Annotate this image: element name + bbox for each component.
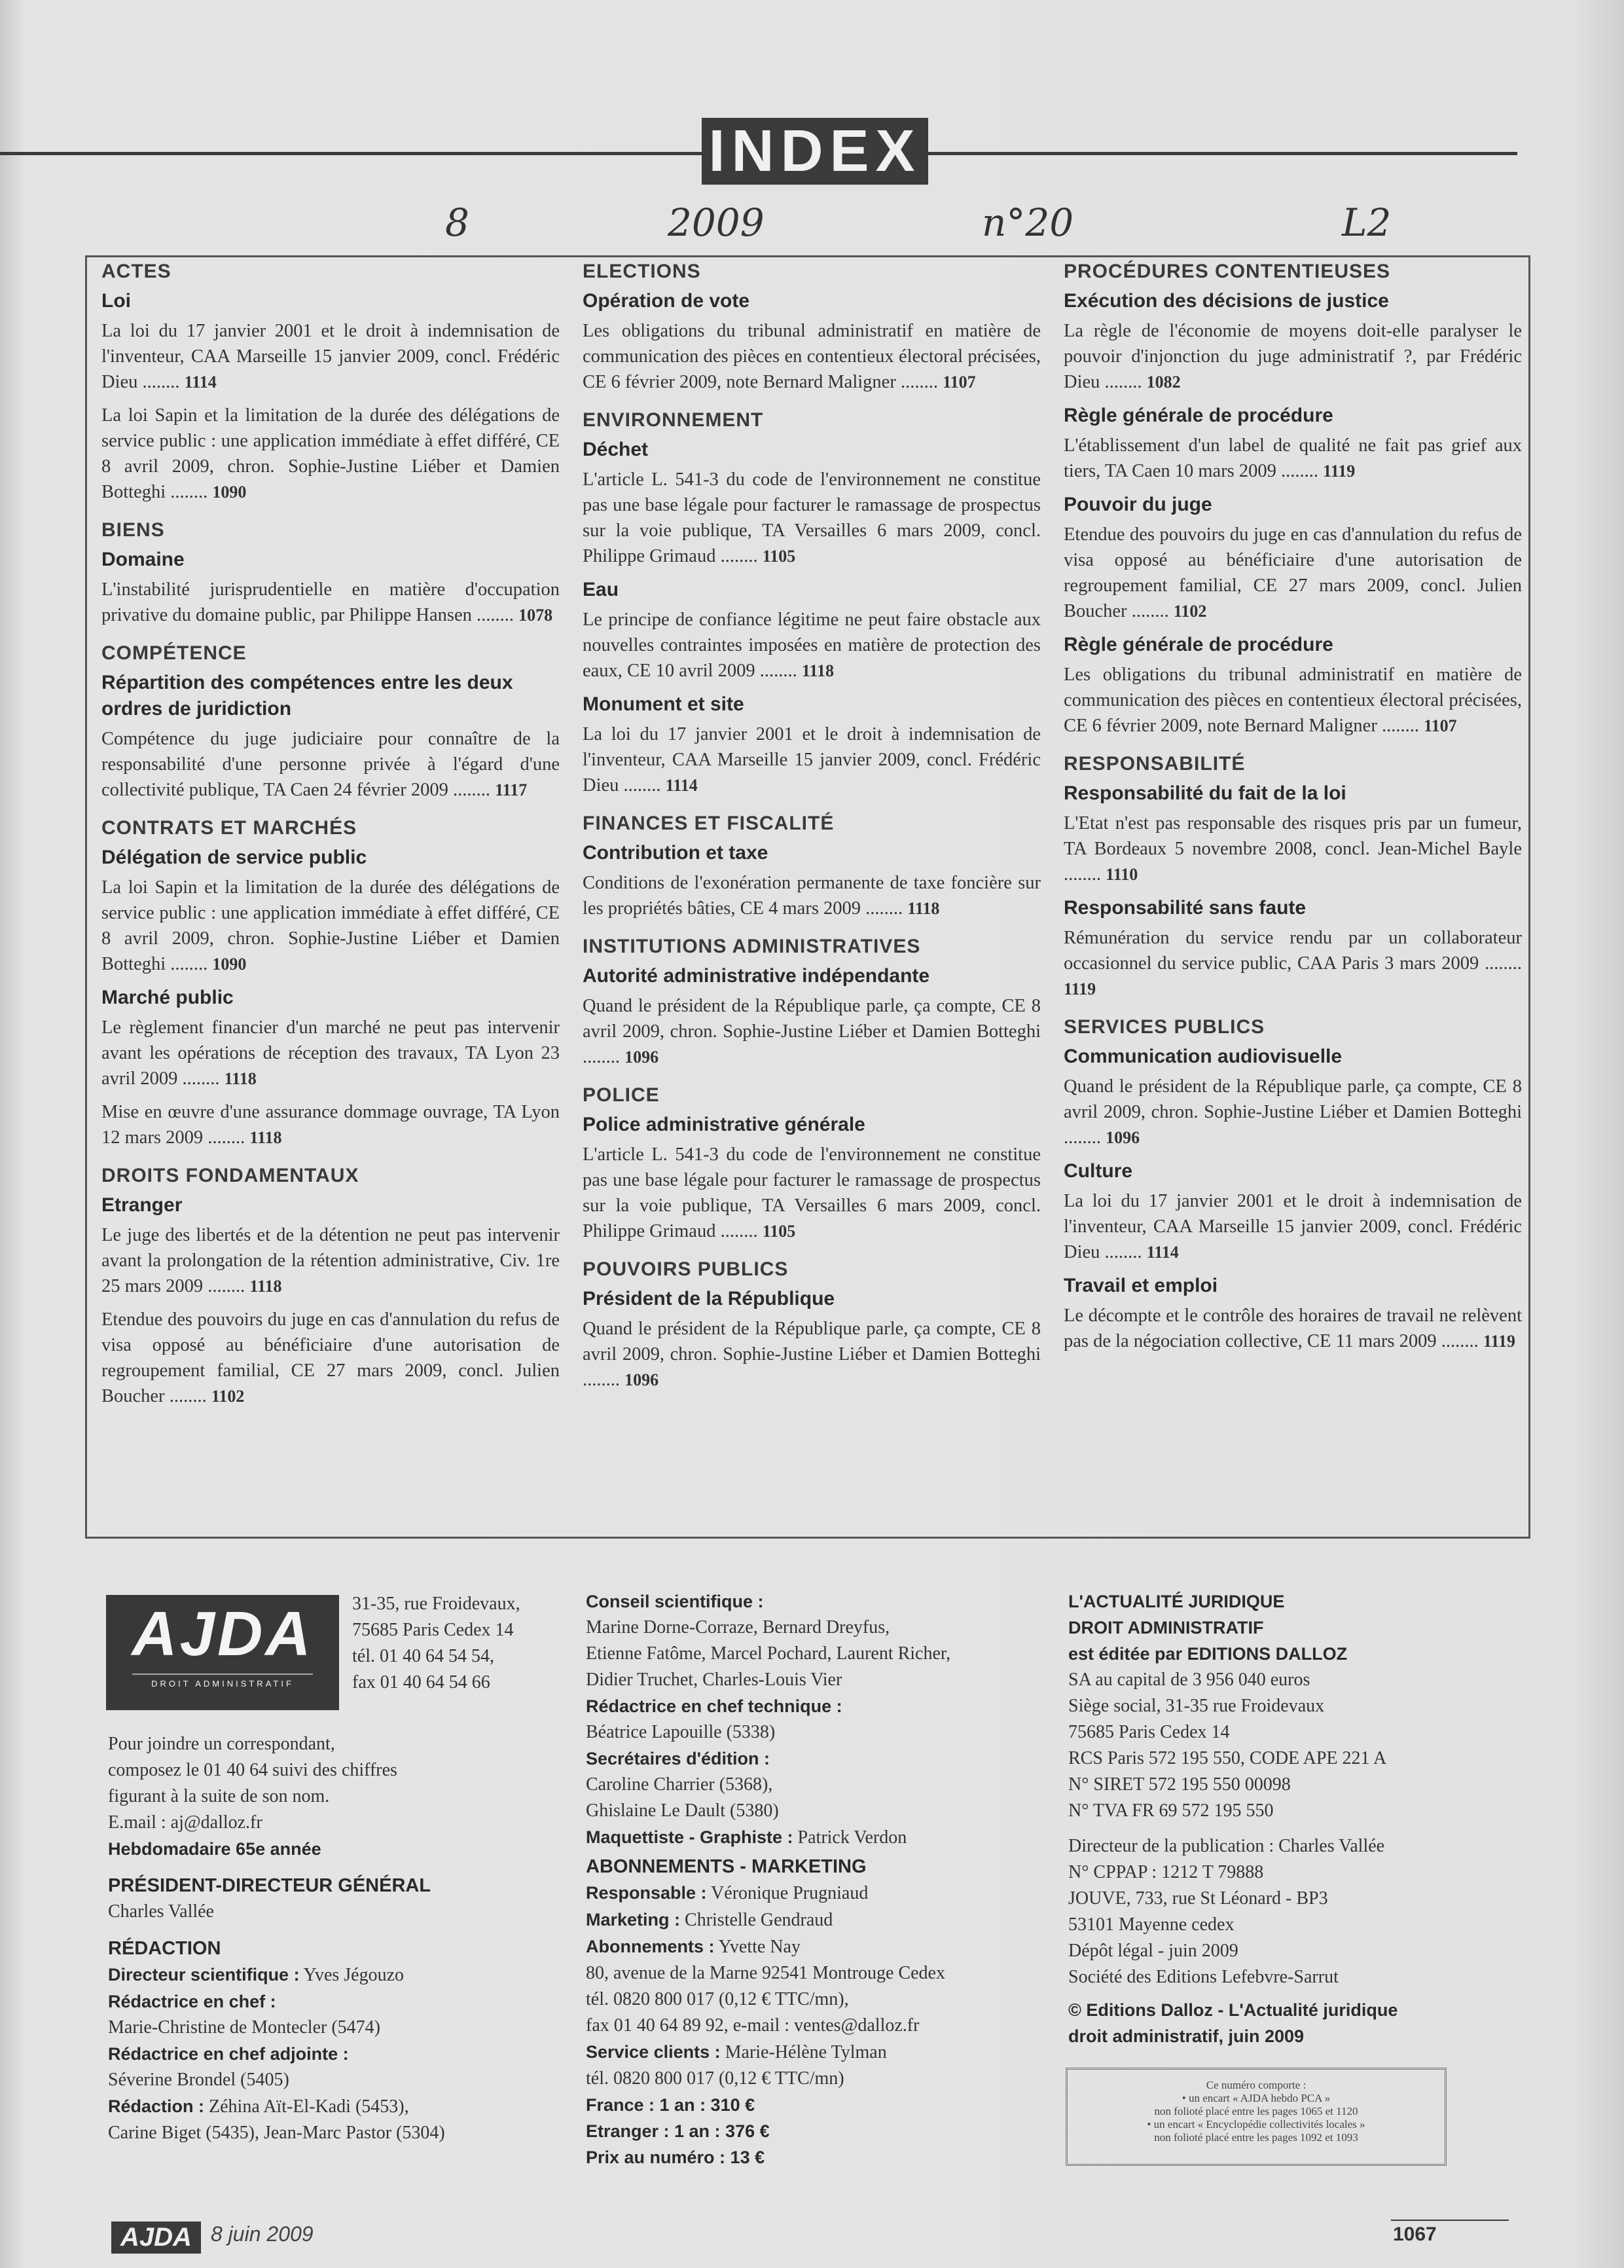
index-entry: La règle de l'économie de moyens doit-elle paralyser le pouvoir d'injonction du juge administratif ?, par Frédéric Dieu ........ 1082: [1064, 321, 1522, 392]
conseil-label: Conseil scientifique :: [586, 1592, 764, 1611]
director-line: Directeur de la publication : Charles Vallée: [1068, 1836, 1385, 1856]
index-title: INDEX: [702, 118, 928, 185]
masthead-address: [352, 1591, 562, 1696]
correspondent-line: Pour joindre un correspondant,: [108, 1734, 335, 1754]
index-entry: Etendue des pouvoirs du juge en cas d'annulation du refus de visa opposé au bénéficiaire d'une autorisation de regroupement familial, CE 27 mars 2009, concl. Julien Boucher ........ 1102: [101, 1309, 560, 1406]
price-france: France : 1 an : 310 €: [586, 2095, 755, 2115]
ajda-logo: [106, 1595, 339, 1710]
conseil-name: Didier Truchet, Charles-Louis Vier: [586, 1670, 842, 1690]
index-entry: Les obligations du tribunal administratif en matière de communication des pièces en contentieux électoral précisées, CE 6 février 2009, note Bernard Maligner ........ 1107: [1064, 665, 1522, 736]
resp-label: Responsable :: [586, 1883, 707, 1903]
correspondent-line: figurant à la suite de son nom.: [108, 1786, 330, 1806]
director-line: JOUVE, 733, rue St Léonard - BP3: [1068, 1888, 1328, 1909]
copyright-line: © Editions Dalloz - L'Actualité juridique: [1068, 2000, 1398, 2020]
entry-page-number: 1105: [762, 547, 796, 566]
conseil-name: Etienne Fatôme, Marcel Pochard, Laurent Richer,: [586, 1643, 951, 1664]
index-entry: Le règlement financier d'un marché ne peut pas intervenir avant les opérations de réception des travaux, TA Lyon 23 avril 2009 ........ 1118: [101, 1017, 560, 1089]
index-section-heading: POUVOIRS PUBLICS: [583, 1258, 789, 1280]
index-section-heading: POLICE: [583, 1084, 660, 1106]
entry-page-number: 1117: [495, 780, 528, 799]
index-subheading: Règle générale de procédure: [1064, 405, 1333, 426]
company-line: SA au capital de 3 956 040 euros: [1068, 1670, 1310, 1690]
index-subheading: Pouvoir du juge: [1064, 494, 1212, 515]
entry-text: Quand le président de la République parle, ça compte, CE 8 avril 2009, chron. Sophie-Justine Liéber et Damien Botteghi: [583, 1319, 1041, 1364]
company-line: RCS Paris 572 195 550, CODE APE 221 A: [1068, 1748, 1387, 1768]
entry-page-number: 1118: [801, 661, 834, 680]
abos-name: Yvette Nay: [718, 1937, 801, 1957]
redaction-label: RÉDACTION: [108, 1938, 221, 1959]
entry-text: L'article L. 541-3 du code de l'environnement ne constitue pas une base légale pour facturer le ramassage de prospectus sur la voie publique, TA Versailles 6 mars 2009, concl. Philippe Grimaud: [583, 469, 1041, 566]
index-entry: Rémunération du service rendu par un collaborateur occasionnel du service public, CAA Paris 3 mars 2009 ........ 1119: [1064, 928, 1523, 998]
index-entry: L'article L. 541-3 du code de l'environnement ne constitue pas une base légale pour facturer le ramassage de prospectus sur la voie publique, TA Versailles 6 mars 2009, concl. Philippe Grimaud ........ 1105: [583, 469, 1041, 566]
entry-page-number: 1078: [518, 606, 553, 625]
index-subheading: Loi: [101, 290, 131, 312]
entry-text: Le règlement financier d'un marché ne peut pas intervenir avant les opérations de réception des travaux, TA Lyon 23 avril 2009: [101, 1017, 560, 1089]
director-line: Société des Editions Lefebvre-Sarrut: [1068, 1967, 1339, 1987]
entry-page-number: 1118: [249, 1277, 282, 1296]
pdg-name: Charles Vallée: [108, 1901, 214, 1922]
director-line: Dépôt légal - juin 2009: [1068, 1941, 1238, 1961]
index-section-heading: PROCÉDURES CONTENTIEUSES: [1064, 261, 1391, 282]
red-tech-label: Rédactrice en chef technique :: [586, 1696, 842, 1716]
price-numero: Prix au numéro : 13 €: [586, 2148, 765, 2167]
weekly-label: Hebdomadaire 65e année: [108, 1839, 321, 1859]
header-rule: [0, 152, 702, 155]
maquettiste-label: Maquettiste - Graphiste :: [586, 1827, 793, 1847]
resp-name: Véronique Prugniaud: [711, 1883, 869, 1903]
index-section-heading: ELECTIONS: [583, 261, 701, 282]
mkt-label: Marketing :: [586, 1910, 681, 1930]
entry-page-number: 1105: [762, 1222, 796, 1241]
entry-text: Conditions de l'exonération permanente de taxe foncière sur les propriétés bâties, CE 4 mars 2009: [583, 873, 1041, 919]
index-column-1: [101, 261, 560, 1417]
entry-page-number: 1119: [1323, 462, 1356, 481]
entry-page-number: 1114: [665, 776, 698, 795]
entry-page-number: 1102: [211, 1387, 245, 1406]
mkt-name: Christelle Gendraud: [685, 1910, 833, 1930]
index-section-heading: INSTITUTIONS ADMINISTRATIVES: [583, 936, 921, 957]
copyright-line: droit administratif, juin 2009: [1068, 2026, 1305, 2046]
index-subheading: Contribution et taxe: [583, 842, 768, 864]
entry-text: La loi du 17 janvier 2001 et le droit à indemnisation de l'inventeur, CAA Marseille 15 janvier 2009, concl. Frédéric Dieu: [1064, 1191, 1522, 1262]
handwritten-note-2: 2009: [668, 200, 765, 245]
entry-text: La loi Sapin et la limitation de la durée des délégations de service public : une application immédiate à effet différé, CE 8 avril 2009, chron. Sophie-Justine Liéber et Damien Botteghi: [101, 877, 560, 974]
address-line: 31-35, rue Froidevaux,: [352, 1594, 520, 1614]
note-line: non folioté placé entre les pages 1065 et 1120: [1154, 2105, 1358, 2117]
index-entry: Les obligations du tribunal administratif en matière de communication des pièces en contentieux électoral précisées, CE 6 février 2009, note Bernard Maligner ........ 1107: [583, 321, 1041, 392]
company-line: N° TVA FR 69 572 195 550: [1068, 1801, 1274, 1821]
entry-page-number: 1114: [184, 373, 217, 392]
director-line: N° CPPAP : 1212 T 79888: [1068, 1862, 1264, 1882]
index-subheading: Domaine: [101, 549, 185, 570]
index-entry: La loi du 17 janvier 2001 et le droit à indemnisation de l'inventeur, CAA Marseille 15 janvier 2009, concl. Frédéric Dieu ........ 1114: [1064, 1191, 1522, 1262]
service-label: Service clients :: [586, 2042, 721, 2062]
index-subheading: Président de la République: [583, 1288, 835, 1309]
index-entry: La loi Sapin et la limitation de la durée des délégations de service public : une application immédiate à effet différé, CE 8 avril 2009, chron. Sophie-Justine Liéber et Damien Botteghi ........ 1090: [101, 877, 560, 974]
entry-page-number: 1102: [1173, 602, 1207, 621]
red-adj-label: Rédactrice en chef adjointe :: [108, 2044, 349, 2064]
index-entry: Conditions de l'exonération permanente de taxe foncière sur les propriétés bâties, CE 4 mars 2009 ........ 1118: [583, 873, 1041, 919]
entry-page-number: 1107: [943, 373, 976, 392]
entry-text: Le juge des libertés et de la détention ne peut pas intervenir avant la prolongation de la rétention administrative, Civ. 1re 25 mars 2009: [101, 1225, 560, 1296]
conseil-name: Marine Dorne-Corraze, Bernard Dreyfus,: [586, 1617, 890, 1637]
red-chef-name: Marie-Christine de Montecler (5474): [108, 2017, 380, 2038]
entry-page-number: 1096: [624, 1048, 659, 1067]
index-entry: Compétence du juge judiciaire pour connaître de la responsabilité d'une personne privée à l'égard d'une collectivité publique, TA Caen 24 février 2009 ........ 1117: [101, 729, 560, 800]
price-etranger: Etranger : 1 an : 376 €: [586, 2121, 770, 2141]
entry-text: L'établissement d'un label de qualité ne fait pas grief aux tiers, TA Caen 10 mars 2009: [1064, 435, 1522, 481]
entry-page-number: 1119: [1064, 979, 1096, 998]
index-entry: L'article L. 541-3 du code de l'environnement ne constitue pas une base légale pour facturer le ramassage de prospectus sur la voie publique, TA Versailles 6 mars 2009, concl. Philippe Grimaud ........ 1105: [583, 1144, 1041, 1241]
entry-text: La loi du 17 janvier 2001 et le droit à indemnisation de l'inventeur, CAA Marseille 15 janvier 2009, concl. Frédéric Dieu: [583, 724, 1041, 796]
index-entry: La loi du 17 janvier 2001 et le droit à indemnisation de l'inventeur, CAA Marseille 15 janvier 2009, concl. Frédéric Dieu ........ 1114: [583, 724, 1041, 796]
entry-text: Le décompte et le contrôle des horaires de travail ne relèvent pas de la négociation collective, CE 11 mars 2009: [1064, 1306, 1522, 1351]
redaction2-names2: Carine Biget (5435), Jean-Marc Pastor (5304): [108, 2123, 445, 2143]
index-subheading: Culture: [1064, 1160, 1132, 1182]
entry-text: La loi du 17 janvier 2001 et le droit à indemnisation de l'inventeur, CAA Marseille 15 janvier 2009, concl. Frédéric Dieu: [101, 321, 560, 392]
entry-text: Les obligations du tribunal administratif en matière de communication des pièces en contentieux électoral précisées, CE 6 février 2009, note Bernard Maligner: [583, 321, 1041, 392]
index-column-2: [583, 261, 1041, 1400]
index-subheading: Marché public: [101, 987, 234, 1008]
entry-text: Mise en œuvre d'une assurance dommage ouvrage, TA Lyon 12 mars 2009: [101, 1102, 560, 1148]
index-entry: Quand le président de la République parle, ça compte, CE 8 avril 2009, chron. Sophie-Justine Liéber et Damien Botteghi ........ 1096: [583, 996, 1041, 1067]
header-rule-right: [928, 152, 1517, 155]
entry-text: Compétence du juge judiciaire pour connaître de la responsabilité d'une personne privée à l'égard d'une collectivité publique, TA Caen 24 février 2009: [101, 729, 560, 800]
index-entry: Quand le président de la République parle, ça compte, CE 8 avril 2009, chron. Sophie-Justine Liéber et Damien Botteghi ........ 1096: [1064, 1076, 1522, 1148]
entry-page-number: 1110: [1106, 865, 1138, 884]
entry-page-number: 1090: [212, 955, 247, 974]
entry-text: Quand le président de la République parle, ça compte, CE 8 avril 2009, chron. Sophie-Justine Liéber et Damien Botteghi: [583, 996, 1041, 1042]
entry-page-number: 1119: [1483, 1332, 1515, 1351]
entry-page-number: 1107: [1424, 716, 1457, 735]
index-subheading: Monument et site: [583, 693, 744, 715]
company-line: N° SIRET 572 195 550 00098: [1068, 1774, 1291, 1795]
index-subheading: Responsabilité sans faute: [1064, 897, 1307, 919]
secr-label: Secrétaires d'édition :: [586, 1749, 770, 1768]
index-section-heading: BIENS: [101, 519, 165, 541]
index-subheading: Déchet: [583, 439, 649, 460]
entry-text: L'Etat n'est pas responsable des risques pris par un fumeur, TA Bordeaux 5 novembre 2008, concl. Jean-Michel Bayle: [1064, 813, 1522, 859]
masthead-left: [108, 1731, 566, 2146]
entry-page-number: 1118: [907, 899, 940, 918]
entry-text: Quand le président de la République parle, ça compte, CE 8 avril 2009, chron. Sophie-Justine Liéber et Damien Botteghi: [1064, 1076, 1522, 1122]
index-column-3: [1064, 261, 1522, 1362]
index-subheading: Police administrative générale: [583, 1114, 865, 1135]
index-subheading: Etranger: [101, 1194, 183, 1216]
footer-logo: AJDA: [111, 2222, 201, 2254]
entry-text: Etendue des pouvoirs du juge en cas d'annulation du refus de visa opposé au bénéficiaire d'une autorisation de regroupement familial, CE 27 mars 2009, concl. Julien Boucher: [101, 1309, 560, 1406]
index-section-heading: FINANCES ET FISCALITÉ: [583, 813, 835, 834]
maquettiste-name: Patrick Verdon: [797, 1827, 907, 1848]
index-subheading: Communication audiovisuelle: [1064, 1046, 1343, 1067]
director-line: 53101 Mayenne cedex: [1068, 1914, 1235, 1935]
index-entry: Quand le président de la République parle, ça compte, CE 8 avril 2009, chron. Sophie-Justine Liéber et Damien Botteghi ........ 1096: [583, 1319, 1041, 1390]
index-section-heading: COMPÉTENCE: [101, 642, 247, 664]
entry-page-number: 1096: [1106, 1128, 1140, 1147]
footer-date: 8 juin 2009: [211, 2222, 314, 2246]
entry-text: Rémunération du service rendu par un collaborateur occasionnel du service public, CAA Paris 3 mars 2009: [1064, 928, 1522, 974]
entry-page-number: 1096: [624, 1370, 659, 1389]
service-tel: tél. 0820 800 017 (0,12 € TTC/mn): [586, 2068, 844, 2089]
index-entry: L'établissement d'un label de qualité ne fait pas grief aux tiers, TA Caen 10 mars 2009 ........ 1119: [1064, 435, 1522, 481]
abos-line: tél. 0820 800 017 (0,12 € TTC/mn),: [586, 1989, 849, 2009]
index-section-heading: ACTES: [101, 261, 171, 282]
index-subheading: Répartition des compétences entre les deux ordres de juridiction: [101, 672, 513, 720]
secr-name: Ghislaine Le Dault (5380): [586, 1801, 779, 1821]
index-section-heading: CONTRATS ET MARCHÉS: [101, 817, 357, 839]
red-chef-label: Rédactrice en chef :: [108, 1992, 276, 2011]
handwritten-note-1: 8: [445, 200, 469, 245]
entry-page-number: 1118: [249, 1128, 282, 1147]
index-subheading: Eau: [583, 579, 619, 600]
logo-text: AJDA: [132, 1599, 314, 1669]
index-entry: Mise en œuvre d'une assurance dommage ouvrage, TA Lyon 12 mars 2009 ........ 1118: [101, 1102, 560, 1148]
abo-label: ABONNEMENTS - MARKETING: [586, 1856, 867, 1877]
company-line: Siège social, 31-35 rue Froidevaux: [1068, 1696, 1325, 1716]
pub-line: est éditée par EDITIONS DALLOZ: [1068, 1644, 1348, 1664]
entry-page-number: 1082: [1146, 373, 1181, 392]
masthead-right: [1068, 1588, 1500, 2049]
index-section-heading: RESPONSABILITÉ: [1064, 753, 1246, 775]
dir-sci-label: Directeur scientifique :: [108, 1965, 300, 1985]
entry-text: Le principe de confiance légitime ne peut faire obstacle aux nouvelles contraintes imposées en matière de protection des eaux, CE 10 avril 2009: [583, 610, 1041, 681]
index-entry: L'Etat n'est pas responsable des risques pris par un fumeur, TA Bordeaux 5 novembre 2008, concl. Jean-Michel Bayle ........ 1110: [1064, 813, 1522, 885]
correspondent-line: composez le 01 40 64 suivi des chiffres: [108, 1760, 397, 1780]
index-entry: Etendue des pouvoirs du juge en cas d'annulation du refus de visa opposé au bénéficiaire d'une autorisation de regroupement familial, CE 27 mars 2009, concl. Julien Boucher ........ 1102: [1064, 524, 1522, 621]
handwritten-note-3: n°20: [982, 200, 1074, 245]
entry-page-number: 1118: [224, 1069, 257, 1088]
index-section-heading: ENVIRONNEMENT: [583, 409, 764, 431]
index-subheading: Exécution des décisions de justice: [1064, 290, 1389, 312]
index-entry: Le décompte et le contrôle des horaires de travail ne relèvent pas de la négociation collective, CE 11 mars 2009 ........ 1119: [1064, 1306, 1522, 1351]
index-entry: La loi Sapin et la limitation de la durée des délégations de service public : une application immédiate à effet différé, CE 8 avril 2009, chron. Sophie-Justine Liéber et Damien Botteghi ........ 1090: [101, 405, 560, 502]
entry-text: Etendue des pouvoirs du juge en cas d'annulation du refus de visa opposé au bénéficiaire d'une autorisation de regroupement familial, CE 27 mars 2009, concl. Julien Boucher: [1064, 524, 1522, 621]
page-number: 1067: [1393, 2223, 1437, 2245]
note-line: non folioté placé entre les pages 1092 et 1093: [1154, 2131, 1358, 2144]
abos-label: Abonnements :: [586, 1937, 715, 1956]
handwritten-note-4: L2: [1342, 200, 1392, 245]
index-section-heading: DROITS FONDAMENTAUX: [101, 1165, 359, 1186]
footer-rule: [1391, 2220, 1509, 2221]
email: E.mail : aj@dalloz.fr: [108, 1812, 262, 1833]
abos-line: 80, avenue de la Marne 92541 Montrouge Cedex: [586, 1963, 945, 1983]
masthead-middle: [586, 1588, 1057, 2170]
index-subheading: Travail et emploi: [1064, 1275, 1218, 1296]
address-line: tél. 01 40 64 54 54,: [352, 1646, 494, 1666]
index-subheading: Délégation de service public: [101, 847, 367, 868]
entry-text: La loi Sapin et la limitation de la durée des délégations de service public : une application immédiate à effet différé, CE 8 avril 2009, chron. Sophie-Justine Liéber et Damien Botteghi: [101, 405, 560, 502]
note-line: • un encart « Encyclopédie collectivités locales »: [1147, 2118, 1365, 2131]
index-entry: Le juge des libertés et de la détention ne peut pas intervenir avant la prolongation de la rétention administrative, Civ. 1re 25 mars 2009 ........ 1118: [101, 1225, 560, 1296]
entry-text: Les obligations du tribunal administratif en matière de communication des pièces en contentieux électoral précisées, CE 6 février 2009, note Bernard Maligner: [1064, 665, 1522, 736]
secr-name: Caroline Charrier (5368),: [586, 1774, 773, 1795]
red-tech-name: Béatrice Lapouille (5338): [586, 1722, 776, 1742]
index-subheading: Autorité administrative indépendante: [583, 965, 930, 987]
entry-text: L'article L. 541-3 du code de l'environnement ne constitue pas une base légale pour facturer le ramassage de prospectus sur la voie publique, TA Versailles 6 mars 2009, concl. Philippe Grimaud: [583, 1144, 1041, 1241]
entry-page-number: 1114: [1146, 1243, 1179, 1262]
entry-page-number: 1090: [212, 483, 247, 502]
pub-line: L'ACTUALITÉ JURIDIQUE: [1068, 1592, 1285, 1611]
index-entry: Le principe de confiance légitime ne peut faire obstacle aux nouvelles contraintes imposées en matière de protection des eaux, CE 10 avril 2009 ........ 1118: [583, 610, 1041, 681]
index-subheading: Règle générale de procédure: [1064, 634, 1333, 655]
note-line: • un encart « AJDA hebdo PCA »: [1182, 2092, 1331, 2104]
service-name: Marie-Hélène Tylman: [725, 2042, 887, 2062]
index-section-heading: SERVICES PUBLICS: [1064, 1016, 1265, 1038]
red-adj-name: Séverine Brondel (5405): [108, 2070, 289, 2090]
entry-text: L'instabilité jurisprudentielle en matière d'occupation privative du domaine public, par Philippe Hansen: [101, 579, 560, 625]
redaction2-names: Zéhina Aït-El-Kadi (5453),: [209, 2096, 409, 2117]
abos-line: fax 01 40 64 89 92, e-mail : ventes@dalloz.fr: [586, 2015, 920, 2036]
pdg-label: PRÉSIDENT-DIRECTEUR GÉNÉRAL: [108, 1875, 431, 1896]
company-line: 75685 Paris Cedex 14: [1068, 1722, 1230, 1742]
index-entry: La loi du 17 janvier 2001 et le droit à indemnisation de l'inventeur, CAA Marseille 15 janvier 2009, concl. Frédéric Dieu ........ 1114: [101, 321, 560, 392]
index-subheading: Responsabilité du fait de la loi: [1064, 782, 1346, 804]
entry-text: La règle de l'économie de moyens doit-elle paralyser le pouvoir d'injonction du juge administratif ?, par Frédéric Dieu: [1064, 321, 1522, 392]
address-line: 75685 Paris Cedex 14: [352, 1620, 514, 1640]
pub-line: DROIT ADMINISTRATIF: [1068, 1618, 1264, 1637]
logo-subtext: DROIT ADMINISTRATIF: [132, 1674, 313, 1689]
dir-sci-name: Yves Jégouzo: [303, 1965, 405, 1985]
address-line: fax 01 40 64 54 66: [352, 1672, 490, 1692]
note-line: Ce numéro comporte :: [1206, 2079, 1307, 2091]
redaction2-label: Rédaction :: [108, 2096, 205, 2116]
index-entry: L'instabilité jurisprudentielle en matière d'occupation privative du domaine public, par Philippe Hansen ........ 1078: [101, 579, 560, 625]
index-subheading: Opération de vote: [583, 290, 750, 312]
insert-note-box: [1066, 2068, 1447, 2166]
